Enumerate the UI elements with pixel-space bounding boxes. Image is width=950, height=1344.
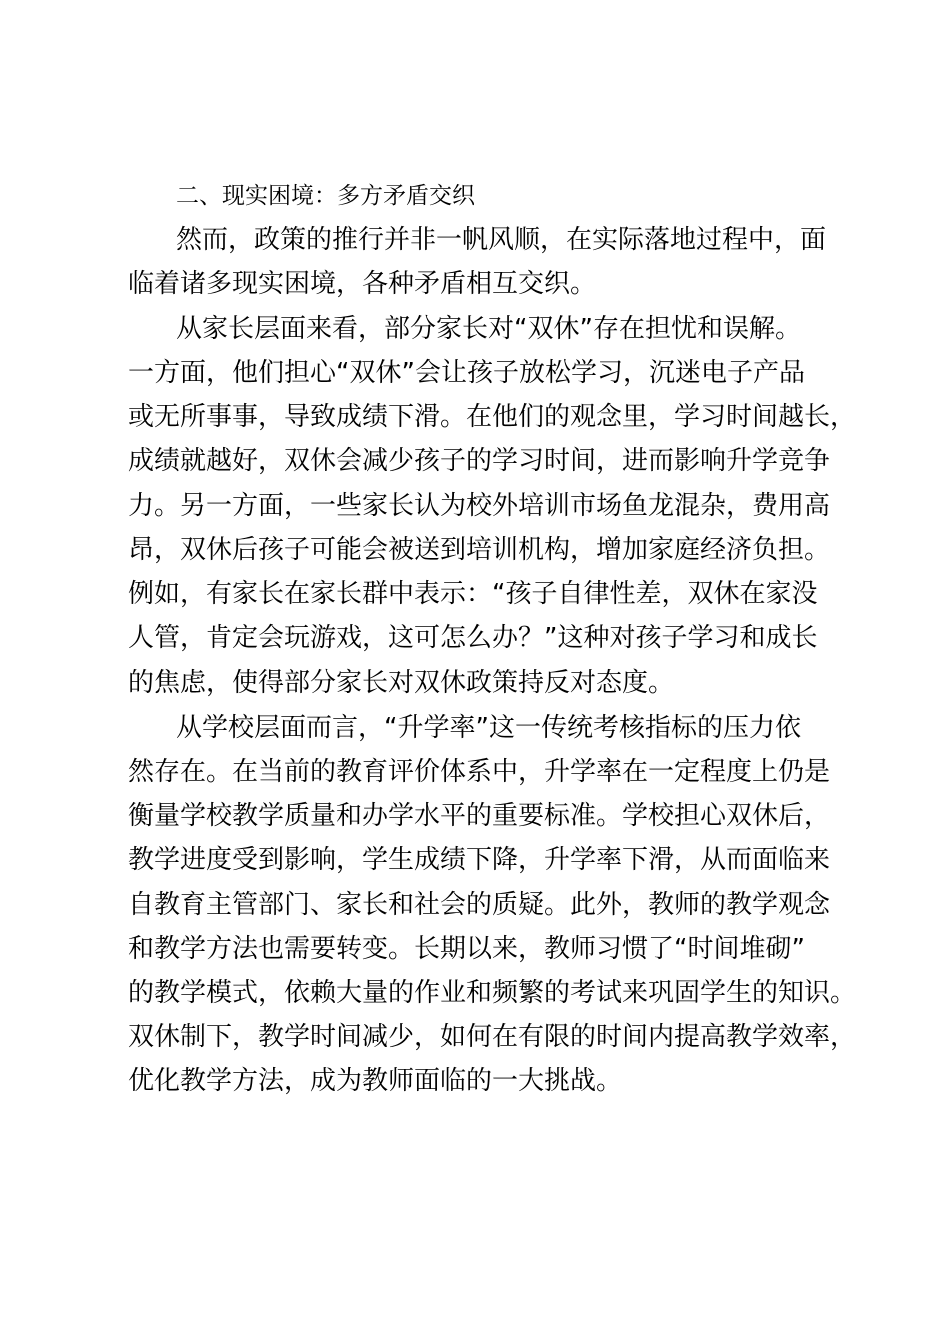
paragraph-3-line-9: 优化教学方法，成为教师面临的一大挑战。 [128, 1066, 623, 1096]
paragraph-2-line-7: 例如，有家长在家长群中表示：“孩子自律性差，双休在家没 [128, 579, 818, 609]
paragraph-2-line-5: 力。另一方面，一些家长认为校外培训市场鱼龙混杂，费用高 [128, 491, 831, 521]
paragraph-2-line-4: 成绩就越好，双休会减少孩子的学习时间，进而影响升学竞争 [128, 446, 831, 476]
paragraph-3-line-7: 的教学模式，依赖大量的作业和频繁的考试来巩固学生的知识。 [128, 978, 857, 1008]
paragraph-3-line-1: 从学校层面而言，“升学率”这一传统考核指标的压力依 [176, 713, 801, 743]
paragraph-2-line-2: 一方面，他们担心“双休”会让孩子放松学习，沉迷电子产品 [128, 358, 805, 388]
paragraph-3-line-5: 自教育主管部门、家长和社会的质疑。此外，教师的教学观念 [128, 890, 831, 920]
paragraph-2-line-9: 的焦虑，使得部分家长对双休政策持反对态度。 [128, 668, 675, 698]
paragraph-1-line-2: 临着诸多现实困境，各种矛盾相互交织。 [128, 269, 597, 299]
paragraph-3-line-4: 教学进度受到影响，学生成绩下降，升学率下滑，从而面临来 [128, 845, 831, 875]
paragraph-2-line-1: 从家长层面来看，部分家长对“双休”存在担忧和误解。 [176, 314, 801, 344]
section-heading: 二、现实困境：多方矛盾交织 [176, 183, 475, 209]
paragraph-3-line-2: 然存在。在当前的教育评价体系中，升学率在一定程度上仍是 [128, 757, 831, 787]
paragraph-2-line-6: 昂，双休后孩子可能会被送到培训机构，增加家庭经济负担。 [128, 535, 831, 565]
paragraph-2-line-8: 人管，肯定会玩游戏，这可怎么办？”这种对孩子学习和成长 [128, 623, 818, 653]
paragraph-3-line-8: 双休制下，教学时间减少，如何在有限的时间内提高教学效率， [128, 1022, 857, 1052]
paragraph-3-line-6: 和教学方法也需要转变。长期以来，教师习惯了“时间堆砌” [128, 934, 805, 964]
paragraph-3-line-3: 衡量学校教学质量和办学水平的重要标准。学校担心双休后， [128, 801, 831, 831]
paragraph-2-line-3: 或无所事事，导致成绩下滑。在他们的观念里，学习时间越长， [128, 402, 857, 432]
paragraph-1-line-1: 然而，政策的推行并非一帆风顺，在实际落地过程中，面 [176, 225, 827, 255]
